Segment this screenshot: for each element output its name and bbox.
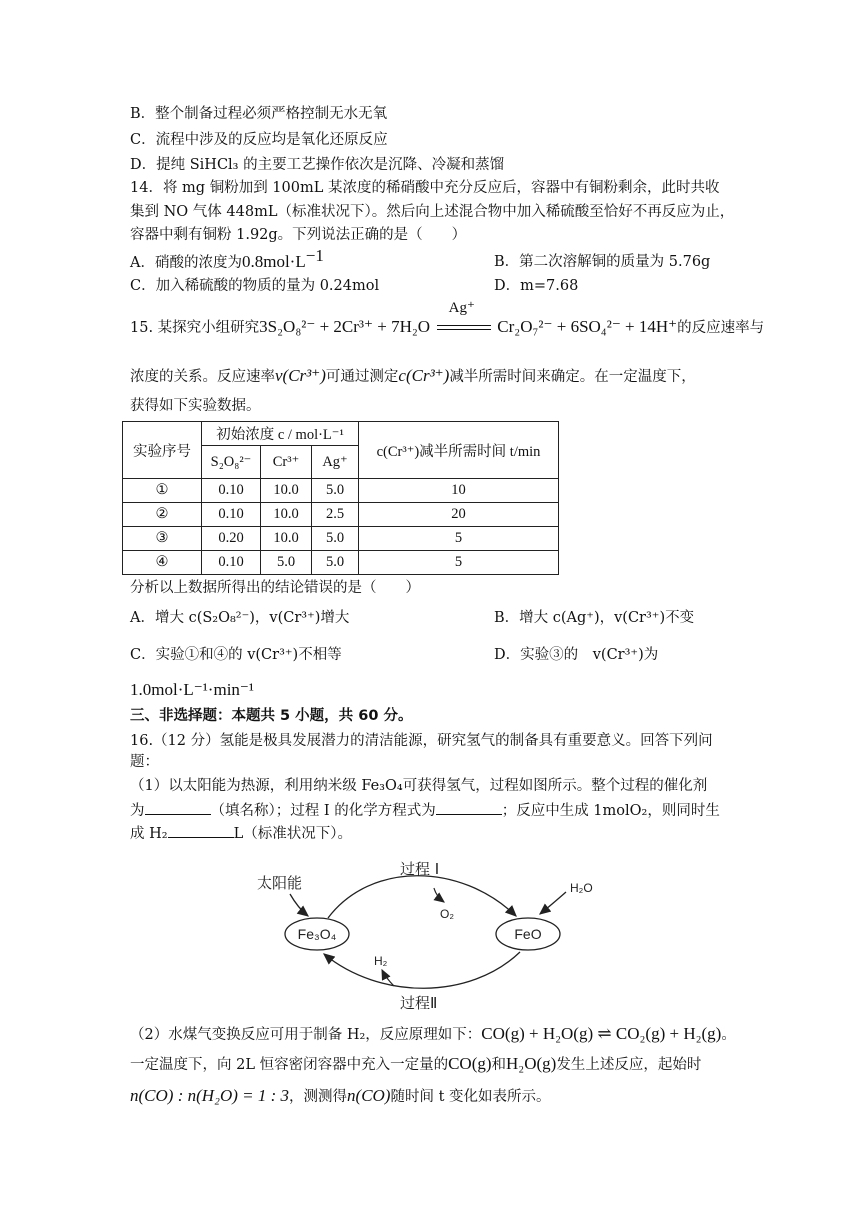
table-header-time: c(Cr³⁺)减半所需时间 t/min — [359, 422, 559, 479]
q16-part2-line1: （2）水煤气变换反应可用于制备 H₂，反应原理如下：CO(g) + H₂O(g) ⇌ CO₂(g) + H₂(g)。 — [130, 1024, 736, 1043]
q15-intro-line — [130, 300, 765, 338]
table-cell-ag: 2.5 — [312, 503, 359, 527]
table-cell-no: ③ — [123, 527, 202, 551]
q16-part2-co: CO(g) — [448, 1054, 492, 1073]
q15-intro-prefix: 15. 某探究小组研究 — [130, 320, 260, 336]
h2o-label: H₂O — [570, 881, 593, 895]
q16-part1-line2-b: （填名称）；过程 I 的化学方程式为 — [210, 803, 436, 819]
q16-stem-line1: 16.（12 分）氢能是极具发展潜力的清洁能源，研究氢气的制备具有重要意义。回答下列问 — [130, 733, 713, 749]
q15-equation-arrow — [435, 300, 493, 338]
table-cell-time: 5 — [359, 527, 559, 551]
q16-part2-line3-d: 随时间 t 变化如表所示。 — [390, 1089, 551, 1105]
table-cell-cr: 10.0 — [261, 527, 312, 551]
q16-part1-line2-c: ；反应中生成 1molO₂，则同时生 — [501, 803, 720, 819]
q14-option-a — [130, 246, 324, 273]
table-header-conc: 初始浓度 c / mol·L⁻¹ — [202, 422, 359, 446]
q15-equation-left: 3S₂O₈²⁻ + 2Cr³⁺ + 7H₂O — [259, 317, 431, 336]
q16-part2-line2-a: 一定温度下，向 2L 恒容密闭容器中充入一定量的 — [130, 1057, 449, 1073]
table-cell-ag: 5.0 — [312, 551, 359, 575]
table-cell-cr: 10.0 — [261, 503, 312, 527]
table-header-s2o8: S₂O₈²⁻ — [202, 446, 261, 479]
table-cell-s2o8: 0.10 — [202, 551, 261, 575]
q16-part2-h2o: H₂O(g) — [506, 1054, 557, 1073]
h2-label: H₂ — [374, 954, 388, 968]
q16-part2-ratio: n(CO) : n(H₂O) = 1 : 3 — [130, 1086, 290, 1105]
q15-rate-symbol: v(Cr³⁺) — [275, 366, 326, 385]
table-cell-no: ① — [123, 479, 202, 503]
answer-blank[interactable] — [168, 823, 234, 838]
table-row — [123, 503, 559, 527]
q15-line2-e: 减半所需时间来确定。在一定温度下， — [449, 369, 696, 385]
q14-stem-line3: 容器中剩有铜粉 1.92g。下列说法正确的是（ ） — [130, 227, 467, 243]
table-header-no: 实验序号 — [123, 422, 202, 479]
h2o-arrow — [540, 892, 566, 914]
q16-part1-line3-b: L（标准状况下）。 — [233, 826, 352, 842]
q16-part2-line1-a: （2）水煤气变换反应可用于制备 H₂，反应原理如下： — [130, 1027, 482, 1043]
q15-intro-suffix: 的反应速率与 — [677, 320, 765, 336]
table-cell-ag: 5.0 — [312, 527, 359, 551]
q15-option-d-value: 1.0mol·L⁻¹·min⁻¹ — [130, 680, 254, 699]
q15-option-c: C．实验①和④的 v(Cr³⁺)不相等 — [130, 647, 342, 663]
o2-label: O₂ — [440, 907, 454, 921]
table-cell-ag: 5.0 — [312, 479, 359, 503]
process1-arrow — [328, 876, 516, 918]
q14-option-c: C．加入稀硫酸的物质的量为 0.24mol — [130, 278, 380, 294]
table-cell-no: ② — [123, 503, 202, 527]
q15-data-table — [122, 421, 559, 575]
q14-option-b: B．第二次溶解铜的质量为 5.76g — [494, 254, 711, 270]
answer-blank[interactable] — [436, 800, 502, 815]
table-cell-no: ④ — [123, 551, 202, 575]
q15-line2-a: 浓度的关系。反应速率 — [130, 369, 275, 385]
table-row — [123, 527, 559, 551]
table-cell-s2o8: 0.10 — [202, 479, 261, 503]
section-heading: 三、非选择题：本题共 5 小题，共 60 分。 — [130, 708, 413, 724]
q16-part1-line1: （1）以太阳能为热源，利用纳米级 Fe₃O₄可获得氢气，过程如图所示。整个过程的催化剂 — [130, 778, 708, 794]
q13-option-c: C．流程中涉及的反应均是氧化还原反应 — [130, 132, 388, 148]
q16-part1-line3 — [130, 823, 352, 844]
q14-stem-line2: 集到 NO 气体 448mL（标准状况下）。然后向上述混合物中加入稀硫酸至恰好不再反应为止， — [130, 204, 735, 220]
q15-equation-right: Cr₂O₇²⁻ + 6SO₄²⁻ + 14H⁺ — [497, 317, 678, 336]
q15-option-b: B．增大 c(Ag⁺)，v(Cr³⁺)不变 — [494, 610, 695, 626]
q14-option-a-text: A．硝酸的浓度为 — [130, 255, 242, 271]
q16-part1-line2 — [130, 800, 720, 821]
table-header-ag: Ag⁺ — [312, 446, 359, 479]
table-cell-s2o8: 0.10 — [202, 503, 261, 527]
q15-catalyst: Ag⁺ — [448, 300, 475, 316]
q15-stem-line3: 获得如下实验数据。 — [130, 398, 261, 414]
q15-option-d: D．实验③的 v(Cr³⁺)为 — [494, 647, 659, 663]
solar-arrow — [290, 894, 308, 916]
q16-part2-line2-c: 和 — [491, 1057, 507, 1073]
process1-label: 过程 I — [400, 860, 440, 878]
table-cell-cr: 5.0 — [261, 551, 312, 575]
table-cell-time: 5 — [359, 551, 559, 575]
process2-label: 过程Ⅱ — [400, 994, 438, 1012]
feo-label: FeO — [514, 926, 542, 942]
table-cell-time: 10 — [359, 479, 559, 503]
q16-part1-line3-a: 成 H₂ — [130, 826, 168, 842]
q16-part2-line2-e: 发生上述反应，起始时 — [556, 1057, 702, 1073]
q14-option-a-value: 0.8mol·L — [241, 252, 306, 271]
solar-label: 太阳能 — [257, 874, 303, 892]
q14-option-d: D．m=7.68 — [494, 278, 579, 294]
cycle-diagram — [240, 850, 620, 1015]
table-cell-time: 20 — [359, 503, 559, 527]
table-row — [123, 479, 559, 503]
q15-stem-line2 — [130, 366, 696, 387]
q15-conc-symbol: c(Cr³⁺) — [398, 366, 450, 385]
table-row — [123, 551, 559, 575]
q14-stem-line1: 14．将 mg 铜粉加到 100mL 某浓度的稀硝酸中充分反应后，容器中有铜粉剩余，此时共收 — [130, 180, 720, 196]
q16-part2-equation: CO(g) + H₂O(g) ⇌ CO₂(g) + H₂(g) — [481, 1024, 722, 1043]
q16-part2-line2 — [130, 1054, 701, 1075]
q15-line2-c: 可通过测定 — [325, 369, 399, 385]
table-cell-cr: 10.0 — [261, 479, 312, 503]
o2-arrow — [434, 888, 444, 902]
answer-blank[interactable] — [145, 800, 211, 815]
q14-option-a-exponent: −1 — [305, 246, 324, 266]
q16-part1-line2-a: 为 — [130, 803, 145, 819]
q15-option-a: A．增大 c(S₂O₈²⁻)，v(Cr³⁺)增大 — [130, 610, 350, 626]
table-header-cr: Cr³⁺ — [261, 446, 312, 479]
table-cell-s2o8: 0.20 — [202, 527, 261, 551]
q16-stem-line2: 题： — [130, 754, 159, 770]
q16-part2-line3 — [130, 1086, 551, 1107]
q16-part2-line3-b: ，测测得 — [289, 1089, 348, 1105]
q15-ask: 分析以上数据所得出的结论错误的是（ ） — [130, 580, 420, 596]
q16-part2-nco: n(CO) — [347, 1086, 391, 1105]
q13-option-d: D．提纯 SiHCl₃ 的主要工艺操作依次是沉降、冷凝和蒸馏 — [130, 157, 505, 173]
process2-arrow — [324, 952, 520, 988]
q13-option-b: B．整个制备过程必须严格控制无水无氧 — [130, 106, 388, 122]
fe3o4-label: Fe₃O₄ — [297, 926, 337, 942]
